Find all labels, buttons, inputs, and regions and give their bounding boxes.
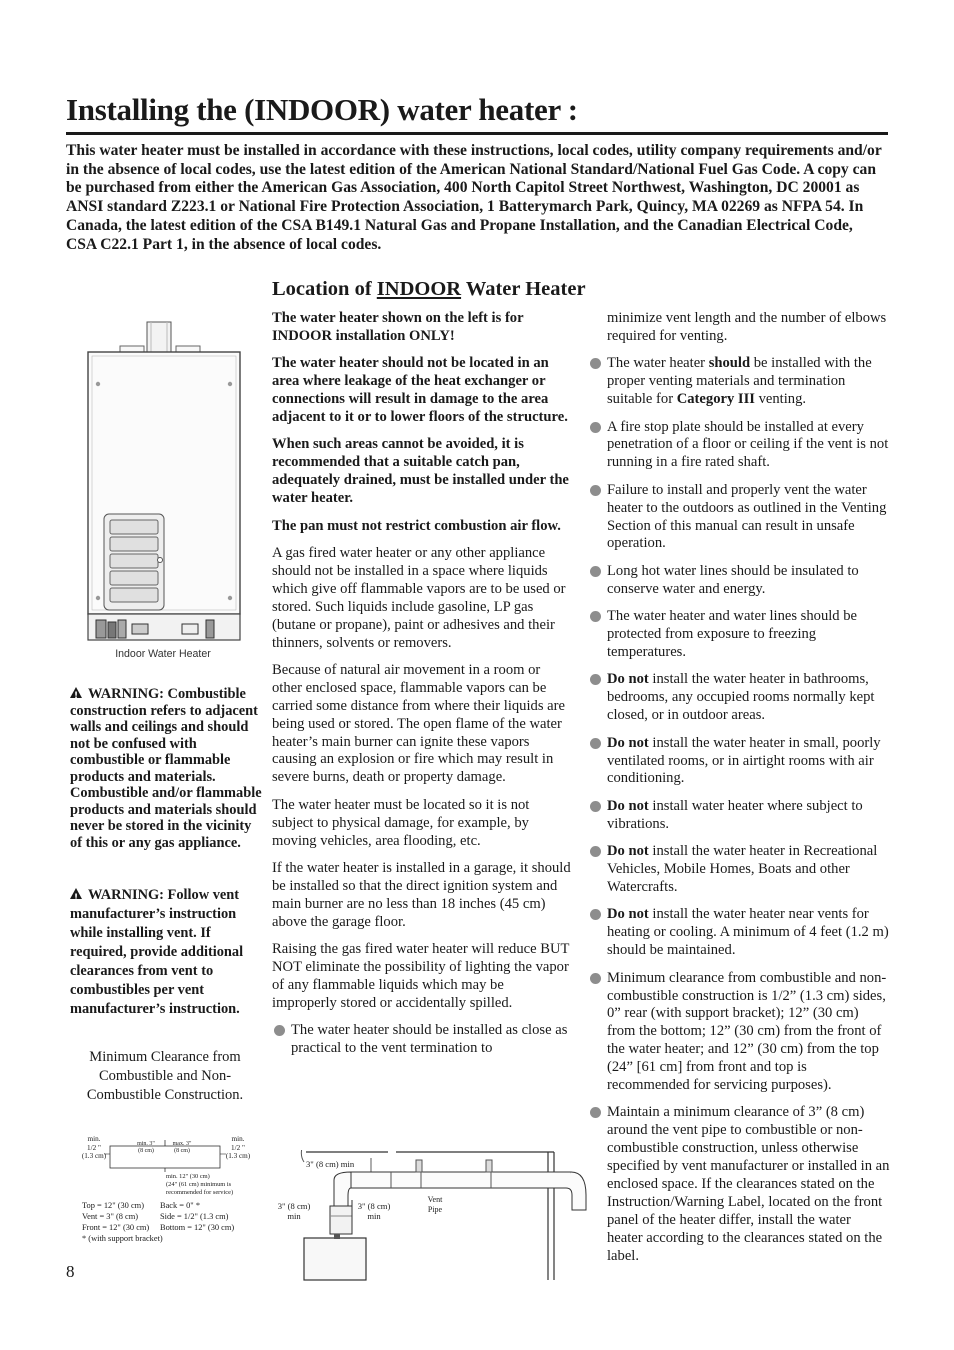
list-item: Maintain a minimum clearance of 3” (8 cm) around the vent pipe to combustible or non-combustible construction, unless otherwise specified by vent manufacturer or installed in an enclosed space. If the clearances stated on the Instruction/Warning Label, located on the front panel of the heater differ, install the water heater according to the clearances stated on the label.: [588, 1104, 890, 1265]
clearance-footnote: * (with support bracket): [82, 1234, 163, 1243]
indoor-water-heater-illustration: [84, 318, 244, 648]
list-item: The water heater and water lines should be protected from exposure to freezing temperatures.: [588, 608, 890, 662]
clearance-right-label: min. 1/2 " (1.3 cm): [225, 1135, 251, 1160]
list-item: Long hot water lines should be insulated to conserve water and energy.: [588, 563, 890, 599]
clearance-table: [82, 1200, 262, 1244]
bullet-icon: [590, 611, 601, 622]
list-item: Do not install water heater where subject to vibrations.: [588, 798, 890, 834]
bullet-icon: [590, 973, 601, 984]
clearance-diagram: [104, 1140, 226, 1172]
clearance-row: Top = 12" (30 cm) Back = 0" *: [82, 1201, 201, 1210]
clearance-caption: Minimum Clearance from Combustible and Non-Combustible Construction.: [86, 1049, 244, 1103]
title-rule: [66, 132, 888, 135]
clearance-center-left-label: min. 3" (8 cm): [137, 1141, 155, 1154]
location-column-right: minimize vent length and the number of elbows required for venting. The water heater should be installed with the proper venting materials and termination suitable for Category III venting. A fire stop plate should be installed at every penetration of a floor or ceiling if the vent is not running in a fire rated shaft. Failure to install and properly vent the water heater to the outdoors as outlined in the Venting Section of this manual can result in unsafe operation. Long hot water lines should be insulated to conserve water and energy. The water heater and water lines should be protected from exposure to freezing temperatures. Do not install the water heater in bathrooms, bedrooms, any occupied rooms normally kept closed, or in outdoor areas. Do not install the water heater in small, poorly ventilated rooms, or in airtight rooms with air conditioning. Do not install water heater where subject to vibrations. Do not install the water heater in Recreational Vehicles, Mobile Homes, Boats and other Watercrafts. Do not install the water heater near vents for heating or cooling. A minimum of 4 feet (1.2 m) should be maintained. Minimum clearance from combustible and non-combustible construction is 1/2” (1.3 cm) sides, 0” rear (with support bracket); 12” (30 cm) from the bottom; 12” (30 cm) from the front of the water heater; and 12” (30 cm) from the top (24” [61 cm] from front and top is recommended for servicing purposes). Maintain a minimum clearance of 3” (8 cm) around the vent pipe to combustible or non-combustible construction, unless otherwise specified by vent manufacturer or installed in an enclosed space. If the clearances stated on the Instruction/Warning Label, located on the front panel of the heater differ, install the water heater according to the clearances stated on the label.: [588, 310, 890, 1275]
warning-combustible: !WARNING: Combustible construction refers to adjacent walls and ceilings and should not be confused with combustible or flammable products and materials. Combustible and/or flammable products and materials should never be stored in the vicinity of this or any gas appliance.: [70, 686, 262, 851]
list-item: The water heater should be installed as close as practical to the vent termination to: [272, 1022, 572, 1058]
clearance-left-label: min. 1/2 " (1.3 cm): [81, 1135, 107, 1160]
page-number: 8: [66, 1262, 75, 1281]
warning-icon: [70, 687, 82, 698]
location-heading: Location of INDOOR Water Heater: [272, 278, 586, 300]
list-item: Do not install the water heater near vents for heating or cooling. A minimum of 4 feet (1.2 m) should be maintained.: [588, 906, 890, 960]
bullet-icon: [590, 674, 601, 685]
list-item: Do not install the water heater in Recreational Vehicles, Mobile Homes, Boats and other Watercrafts.: [588, 843, 890, 897]
clearance-center-right-label: max. 3" (8 cm): [172, 1141, 192, 1154]
page-title: Installing the (INDOOR) water heater :: [66, 92, 578, 127]
bullet-icon: [590, 909, 601, 920]
vent-mid-label: 3" (8 cm) min: [357, 1201, 391, 1221]
bullet-icon: [590, 566, 601, 577]
location-column-left: The water heater shown on the left is for INDOOR installation ONLY! The water heater should not be located in an area where leakage of the heat exchanger or connections will result in damage to the area adjacent to it or to lower floors of the structure. When such areas cannot be avoided, it is recommended that a suitable catch pan, adequately drained, must be installed under the water heater. The pan must not restrict combustion air flow. A gas fired water heater or any other appliance should not be installed in a space where liquids which give off flammable vapors are to be used or stored. Such liquids include gasoline, LP gas (butane or propane), paint or adhesives and their thinners, solvents or removers. Because of natural air movement in a room or other enclosed space, flammable vapors can be carried some distance from where their liquids are being used or stored. The open flame of the water heater’s main burner can ignite these vapors causing an explosion or fire which may result in severe burns, death or property damage. The water heater must be located so it is not subject to physical damage, for example, by moving vehicles, area flooding, etc. If the water heater is installed in a garage, it should be installed so that the direct ignition system and main burner are no less than 18 inches (45 cm) above the garage floor. Raising the gas fired water heater will reduce BUT NOT eliminate the possibility of lighting the vapor of any flammable liquids which may be improperly stored or accidentally spilled. The water heater should be installed as close as practical to the vent termination to: [272, 310, 571, 1057]
clearance-row: Vent = 3" (8 cm) Side = 1/2" (1.3 cm): [82, 1212, 229, 1221]
warning-icon: [70, 888, 82, 899]
list-item: The water heater should be installed with the proper venting materials and termination suitable for Category III venting.: [588, 355, 890, 409]
bullet-icon: [590, 801, 601, 812]
bullet-icon: [590, 358, 601, 369]
bullet-icon: [590, 1107, 601, 1118]
intro-paragraph: This water heater must be installed in accordance with these instructions, local codes, utility company requirements and/or in the absence of local codes, use the latest edition of the American National Standard/National Fuel Gas Code. A copy can be purchased from either the American Gas Association, 400 North Capitol Street Northwest, Washington, DC 20001 as ANSI standard Z223.1 or National Fire Protection Association, 1 Batterymarch Park, Quincy, MA 02269 as NFPA 54. In Canada, the latest edition of the CSA B149.1 Natural Gas and Propane Installation, and the Canadian Electrical Code, CSA C22.1 Part 1, in the absence of local codes.: [66, 142, 882, 253]
list-item: Minimum clearance from combustible and non-combustible construction is 1/2” (1.3 cm) sides, 0” rear (with support bracket); 12” (30 cm) from the bottom; 12” (30 cm) from the front of the water heater; and 12” (30 cm) from the top (24” [61 cm] from front and top is recommended for servicing purposes).: [588, 970, 890, 1095]
warning-vent: !WARNING: Follow vent manufacturer’s instruction while installing vent. If required, provide additional clearances from vent to combustibles per vent manufacturer’s instruction.: [70, 886, 262, 1019]
list-item: A fire stop plate should be installed at every penetration of a floor or ceiling if the vent is not running in a fire rated shaft.: [588, 419, 890, 473]
clearance-bottom-note: min. 12" (30 cm) (24" (61 cm) minimum is recommended for service): [166, 1173, 234, 1196]
list-item: Failure to install and properly vent the water heater to the outdoors as outlined in the Venting Section of this manual can result in unsafe operation.: [588, 482, 890, 554]
list-item: Do not install the water heater in bathrooms, bedrooms, any occupied rooms normally kept closed, or in outdoor areas.: [588, 671, 890, 725]
vent-left-label: 3" (8 cm) min: [277, 1201, 311, 1221]
vent-pipe-label: Vent Pipe: [427, 1195, 443, 1214]
bullet-icon: [590, 738, 601, 749]
clearance-row: Front = 12" (30 cm) Bottom = 12" (30 cm): [82, 1223, 235, 1232]
list-item: Do not install the water heater in small, poorly ventilated rooms, or in airtight rooms with air conditioning.: [588, 735, 890, 789]
vent-diagram: [296, 1150, 596, 1282]
bullet-icon: [590, 422, 601, 433]
vent-top-label: 3" (8 cm) min: [306, 1159, 355, 1169]
bullet-icon: [590, 485, 601, 496]
bullet-icon: [274, 1025, 285, 1036]
heater-caption: Indoor Water Heater: [115, 648, 211, 660]
bullet-icon: [590, 846, 601, 857]
